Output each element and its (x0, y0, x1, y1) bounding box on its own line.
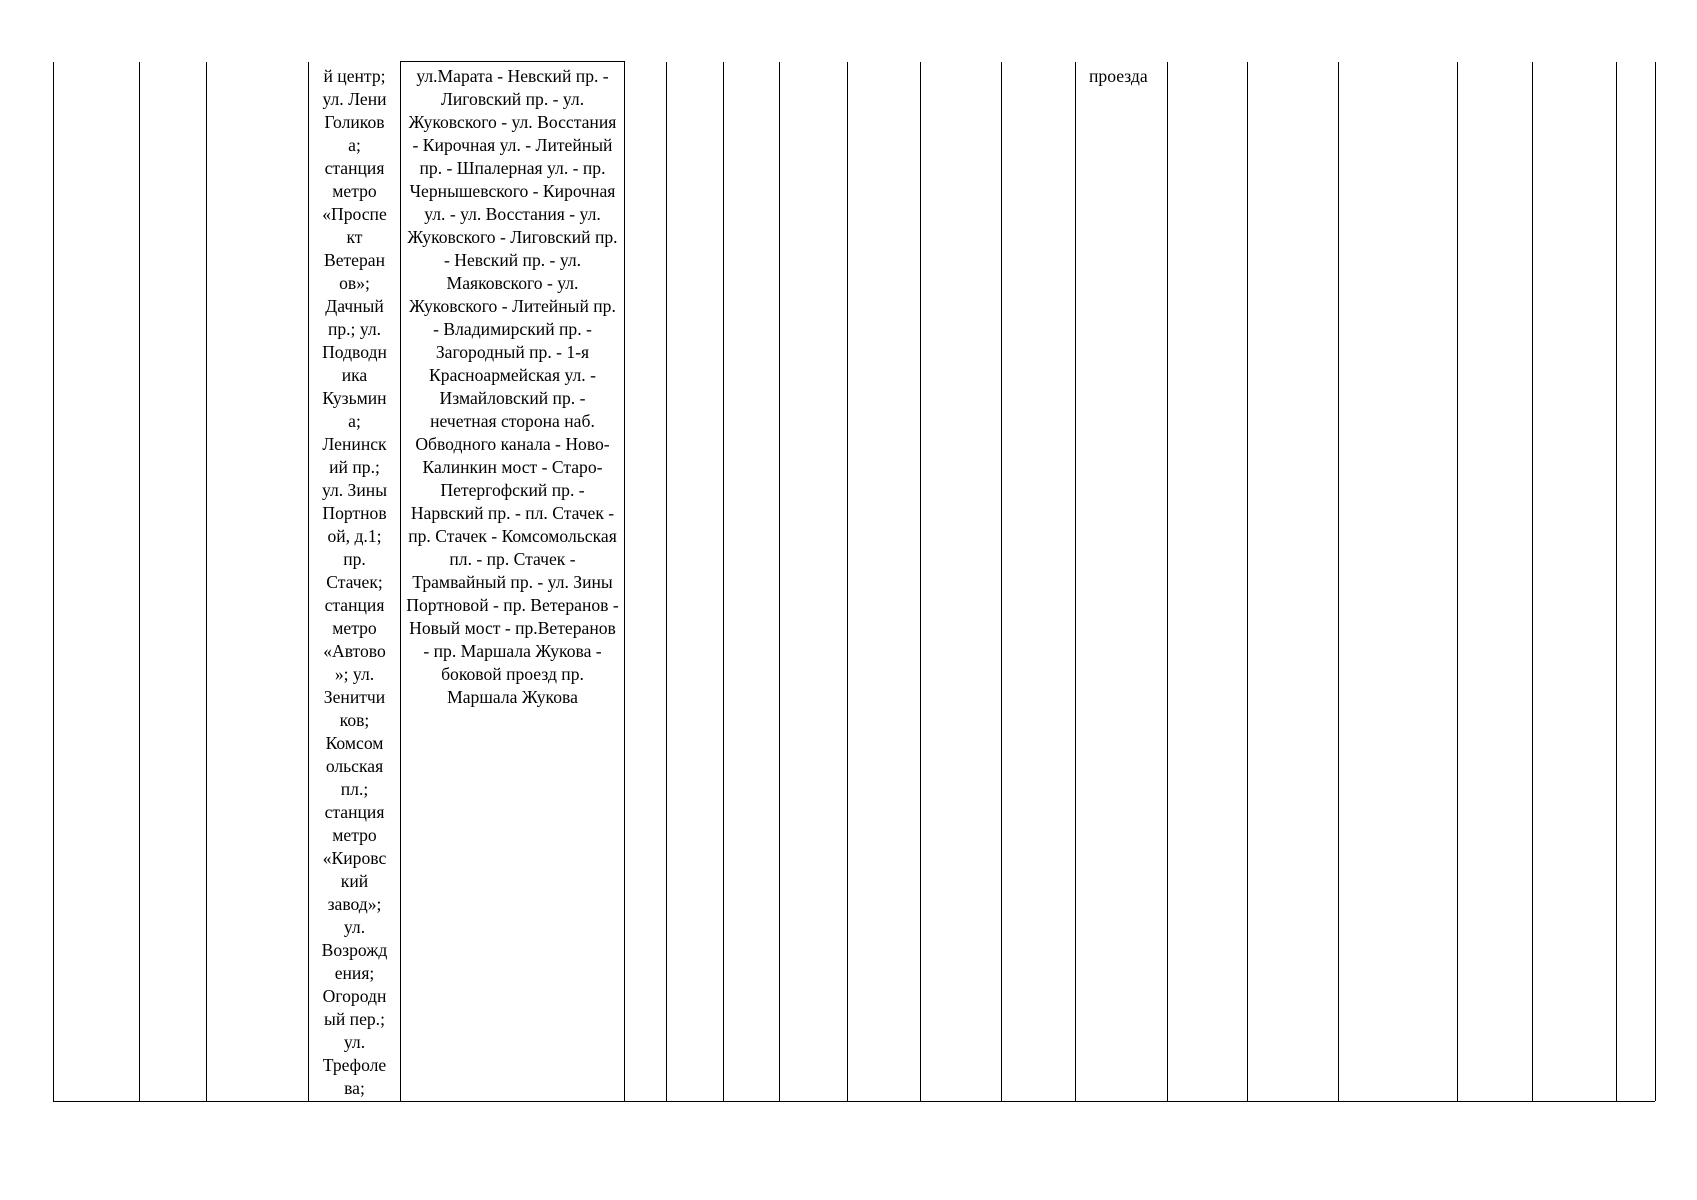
cell-regular-transport-type (780, 62, 848, 1102)
cell-route-path: ул.Марата - Невский пр. - Лиговский пр. - ул. Жуковского - ул. Восстания - Кирочная ул. - Литейный пр. - Шпалерная ул. - пр. Чернышевского - Кирочная ул. - ул. Восстания - ул. Жуковского - Лиговский пр. - Невский пр. - ул. Маяковского - ул. Жуковского - Литейный пр. - Владимирский пр. - Загородный пр. - 1-я Красноармейская ул. - Измайловский пр. - нечетная сторона наб. Обводного канала - Ново-Калинкин мост - Старо-Петергофский пр. - Нарвский пр. - пл. Стачек - пр. Стачек - Комсомольская пл. - пр. Стачек - Трамвайный пр. - ул. Зины Портновой - пр. Ветеранов - Новый мост - пр.Ветеранов - пр. Маршала Жукова - боковой проезд пр. Маршала Жукова (401, 62, 625, 1102)
cell-route-stops: й центр; ул. Лени Голиков а; станция метро «Проспе кт Ветеран ов»; Дачный пр.; ул. Подводн ика Кузьмин а; Ленинск ий пр.; ул. Зины Портнов ой, д.1; пр. Стачек; станция метро «Автово »; ул. Зенитчи ков; Комсом ольская пл.; станция метро «Кировс кий завод»; ул. Возрожд ения; Огородн ый пер.; ул. Трефоле ва; (309, 62, 401, 1102)
cell-vehicle-class (848, 62, 921, 1102)
cell-extra-1 (1533, 62, 1617, 1102)
cell-route-name (207, 62, 309, 1102)
cell-route-number (140, 62, 207, 1102)
table-row (54, 62, 1656, 1102)
cell-boarding-order (724, 62, 780, 1102)
cell-route-length-forward (625, 62, 667, 1102)
cell-vehicle-max-count (921, 62, 1002, 1102)
cell-route-length-backward (667, 62, 724, 1102)
route-table-grid (53, 61, 1656, 1101)
cell-start-date (1168, 62, 1248, 1102)
cell-extra-2 (1617, 62, 1656, 1102)
cell-stop-order: проезда (1076, 62, 1168, 1102)
route-table (53, 61, 1655, 1102)
cell-registration-number (54, 62, 140, 1102)
cell-carrier-name (1248, 62, 1339, 1102)
cell-carrier-address (1339, 62, 1458, 1102)
cell-carrier-inn (1458, 62, 1533, 1102)
cell-ecological-class (1002, 62, 1076, 1102)
